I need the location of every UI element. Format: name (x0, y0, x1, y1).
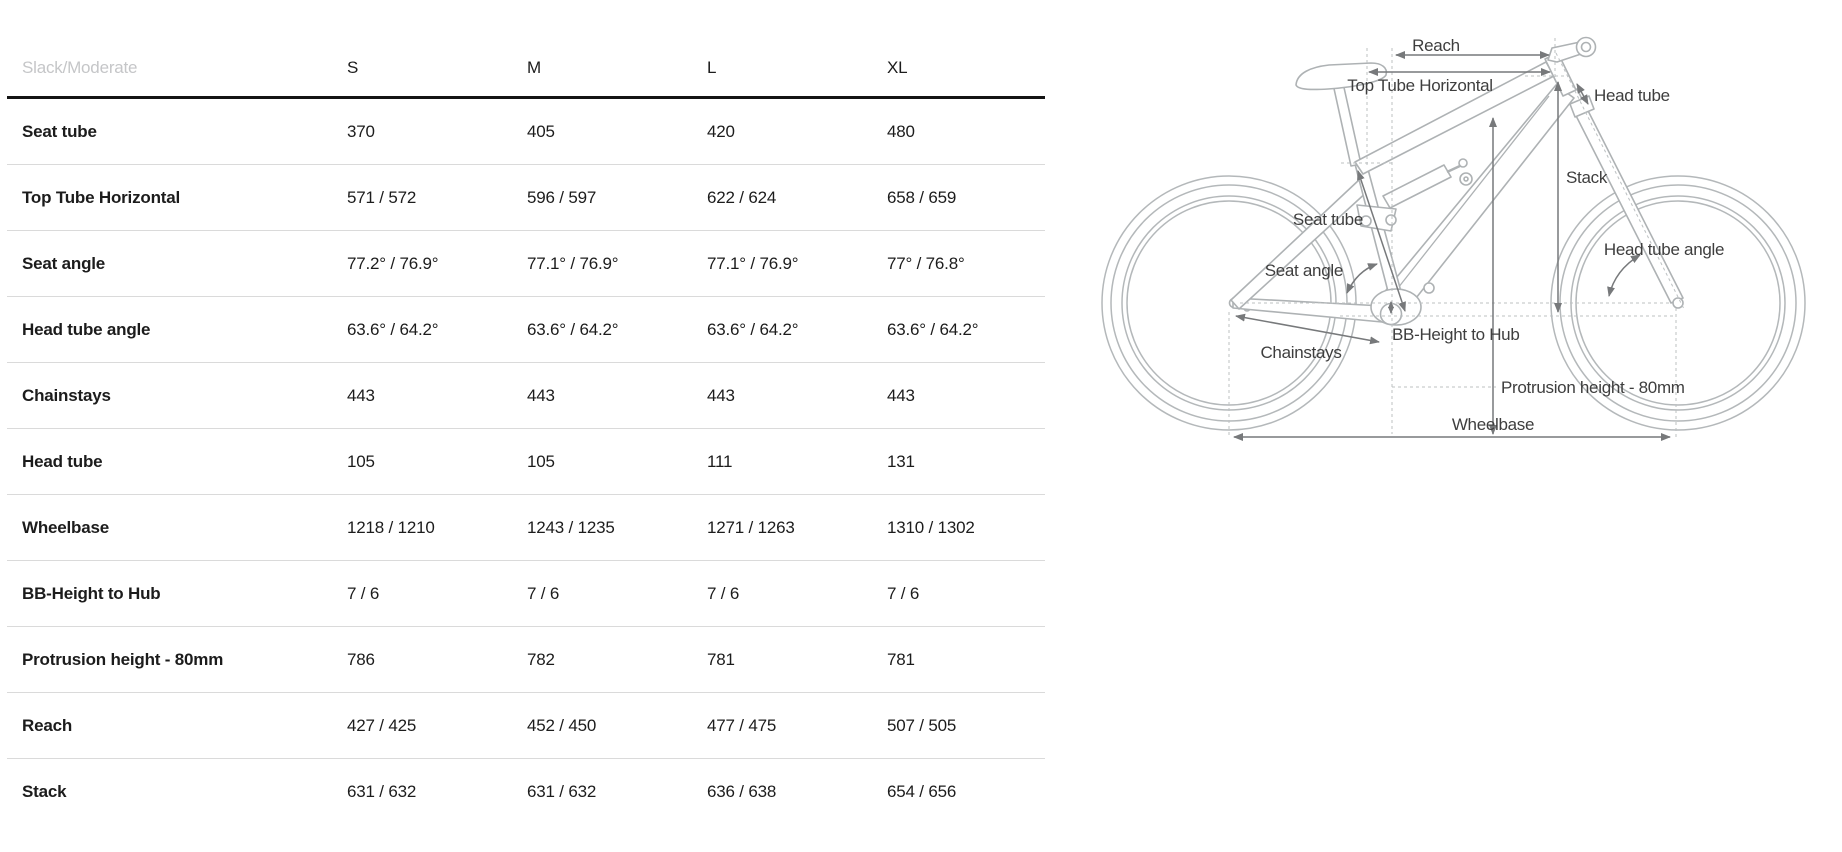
table-row (7, 495, 1045, 561)
column-header-s: S (347, 58, 359, 77)
cell-value: 405 (527, 121, 555, 141)
row-label: Chainstays (22, 385, 111, 405)
cell-value: 631 / 632 (527, 781, 597, 801)
protrusion-label: Protrusion height - 80mm (1501, 378, 1685, 397)
cell-value: 658 / 659 (887, 187, 957, 207)
table-row (7, 693, 1045, 759)
cell-value: 131 (887, 451, 915, 471)
seat-angle-label: Seat angle (1264, 261, 1343, 280)
seatpost (1333, 83, 1361, 166)
row-label: Head tube (22, 451, 103, 471)
row-label: Head tube angle (22, 319, 151, 339)
cell-value: 781 (887, 649, 915, 669)
table-row (7, 165, 1045, 231)
rear-shock (1383, 165, 1451, 208)
chainstays-label: Chainstays (1260, 343, 1342, 362)
chainstay (1233, 298, 1383, 322)
seat-tube-label: Seat tube (1292, 210, 1363, 229)
fork (1565, 89, 1683, 303)
cell-value: 1271 / 1263 (707, 517, 795, 537)
cell-value: 63.6° / 64.2° (887, 319, 979, 339)
table-row (7, 99, 1045, 165)
row-label: Seat angle (22, 253, 106, 273)
cell-value: 781 (707, 649, 735, 669)
cell-value: 622 / 624 (707, 187, 777, 207)
table-row (7, 231, 1045, 297)
cell-value: 596 / 597 (527, 187, 597, 207)
bb-height-label: BB-Height to Hub (1392, 325, 1520, 344)
cell-value: 77.1° / 76.9° (707, 253, 799, 273)
cell-value: 420 (707, 121, 735, 141)
cell-value: 654 / 656 (887, 781, 957, 801)
table-row (7, 297, 1045, 363)
cell-value: 443 (707, 385, 735, 405)
cell-value: 443 (887, 385, 915, 405)
cell-value: 477 / 475 (707, 715, 777, 735)
head-tube-label: Head tube (1594, 86, 1670, 105)
top-tube-label: Top Tube Horizontal (1347, 76, 1493, 95)
table-row (7, 759, 1045, 824)
cell-value: 782 (527, 649, 555, 669)
cell-value: 1218 / 1210 (347, 517, 435, 537)
cell-value: 7 / 6 (887, 583, 920, 603)
column-header-l: L (707, 58, 717, 77)
head-tube-angle-arc (1609, 255, 1640, 296)
table-row (7, 429, 1045, 495)
cell-value: 507 / 505 (887, 715, 957, 735)
cell-value: 452 / 450 (527, 715, 597, 735)
cell-value: 7 / 6 (347, 583, 380, 603)
bike-geometry-diagram (1040, 0, 1842, 470)
cell-value: 631 / 632 (347, 781, 417, 801)
cell-value: 1310 / 1302 (887, 517, 975, 537)
cell-value: 443 (527, 385, 555, 405)
cell-value: 786 (347, 649, 375, 669)
table-corner-label: Slack/Moderate (22, 58, 138, 77)
wheelbase-label: Wheelbase (1451, 415, 1535, 434)
row-label: Top Tube Horizontal (22, 187, 180, 207)
cell-value: 77.2° / 76.9° (347, 253, 439, 273)
cell-value: 63.6° / 64.2° (707, 319, 799, 339)
table-row (7, 363, 1045, 429)
table-row (7, 627, 1045, 693)
cell-value: 427 / 425 (347, 715, 417, 735)
cell-value: 636 / 638 (707, 781, 777, 801)
head-tube-angle-label: Head tube angle (1603, 240, 1725, 259)
cell-value: 480 (887, 121, 915, 141)
cell-value: 7 / 6 (707, 583, 740, 603)
geometry-table-rows (7, 99, 1045, 824)
cell-value: 77° / 76.8° (887, 253, 965, 273)
cell-value: 7 / 6 (527, 583, 560, 603)
cell-value: 63.6° / 64.2° (347, 319, 439, 339)
row-label: Stack (22, 781, 67, 801)
cell-value: 77.1° / 76.9° (527, 253, 619, 273)
cell-value: 111 (707, 451, 733, 471)
column-header-m: M (527, 58, 541, 77)
row-label: Seat tube (22, 121, 97, 141)
cell-value: 571 / 572 (347, 187, 417, 207)
row-label: Reach (22, 715, 73, 735)
cell-value: 105 (347, 451, 375, 471)
cell-value: 370 (347, 121, 375, 141)
stack-label: Stack (1566, 168, 1608, 187)
cell-value: 1243 / 1235 (527, 517, 615, 537)
cell-value: 63.6° / 64.2° (527, 319, 619, 339)
table-row (7, 561, 1045, 627)
row-label: BB-Height to Hub (22, 583, 161, 603)
down-tube (1382, 85, 1574, 312)
reach-label: Reach (1412, 36, 1460, 55)
cell-value: 443 (347, 385, 375, 405)
geometry-table-header (7, 40, 1045, 99)
row-label: Wheelbase (22, 517, 110, 537)
column-header-xl: XL (887, 58, 908, 77)
geometry-table (7, 40, 1045, 824)
cell-value: 105 (527, 451, 555, 471)
row-label: Protrusion height - 80mm (22, 649, 224, 669)
